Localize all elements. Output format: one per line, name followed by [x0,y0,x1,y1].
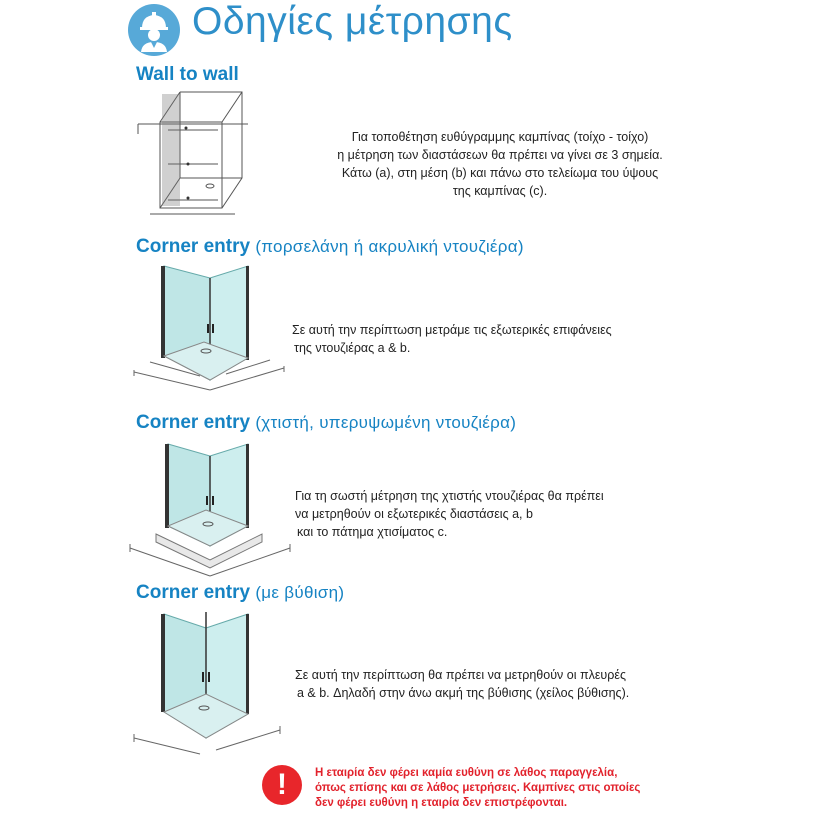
description-line: της ντουζιέρας a & b. [294,341,411,355]
section-description [295,666,735,702]
section-heading-sub: (χτιστή, υπερυψωμένη ντουζιέρα) [255,413,517,432]
warning-notice [315,766,735,811]
warning-line: Η εταιρία δεν φέρει καμία ευθύνη σε λάθος παραγγελία, [315,767,618,779]
corner-entry-built-diagram [126,438,296,583]
section-heading-corner-entry-recessed [136,582,344,604]
description-line: Σε αυτή την περίπτωση θα πρέπει να μετρηθούν οι πλευρές [295,668,626,682]
description-line: Για τη σωστή μέτρηση της χτιστής ντουζιέρας θα πρέπει [295,489,604,503]
section-description [292,321,732,357]
description-line: και το πάτημα χτισίματος c. [297,525,448,539]
warning-line: όπως επίσης και σε λάθος μετρήσεις. Καμπίνες στις οποίες [315,782,641,794]
section-description [295,487,715,541]
description-line: Για τοποθέτηση ευθύγραμμης καμπίνας (τοίχο - τοίχο) [351,130,649,144]
corner-entry-porcelain-diagram [130,262,290,397]
worker-helmet-icon [128,4,180,56]
exclamation-icon: ! [262,765,302,805]
corner-entry-recessed-diagram [130,608,290,763]
section-heading-sub: (πορσελάνη ή ακρυλική ντουζιέρα) [255,237,524,256]
description-line: η μέτρηση των διαστάσεων θα πρέπει να γίνει σε 3 σημεία. [337,148,663,162]
section-heading-corner-entry-porcelain [136,236,524,258]
section-heading-wall-to-wall [136,64,239,86]
description-line: της καμπίνας (c). [452,184,548,198]
description-line: να μετρηθούν οι εξωτερικές διαστάσεις a, b [295,507,533,521]
section-description [290,128,710,200]
section-heading-main: Wall to wall [136,64,239,85]
section-heading-corner-entry-built [136,412,516,434]
section-heading-main: Corner entry [136,412,251,433]
description-line: a & b. Δηλαδή στην άνω ακμή της βύθισης (χείλος βύθισης). [297,686,630,700]
section-heading-main: Corner entry [136,236,251,257]
section-heading-main: Corner entry [136,582,251,603]
page-title: Οδηγίες μέτρησης [192,0,513,43]
description-line: Κάτω (a), στη μέση (b) και πάνω στο τελείωμα του ύψους [341,166,659,180]
wall-to-wall-diagram [130,86,270,231]
warning-line: δεν φέρει ευθύνη η εταιρία δεν επιστρέφονται. [315,797,568,809]
section-heading-sub: (με βύθιση) [255,583,345,602]
description-line: Σε αυτή την περίπτωση μετράμε τις εξωτερικές επιφάνειες [292,323,612,337]
